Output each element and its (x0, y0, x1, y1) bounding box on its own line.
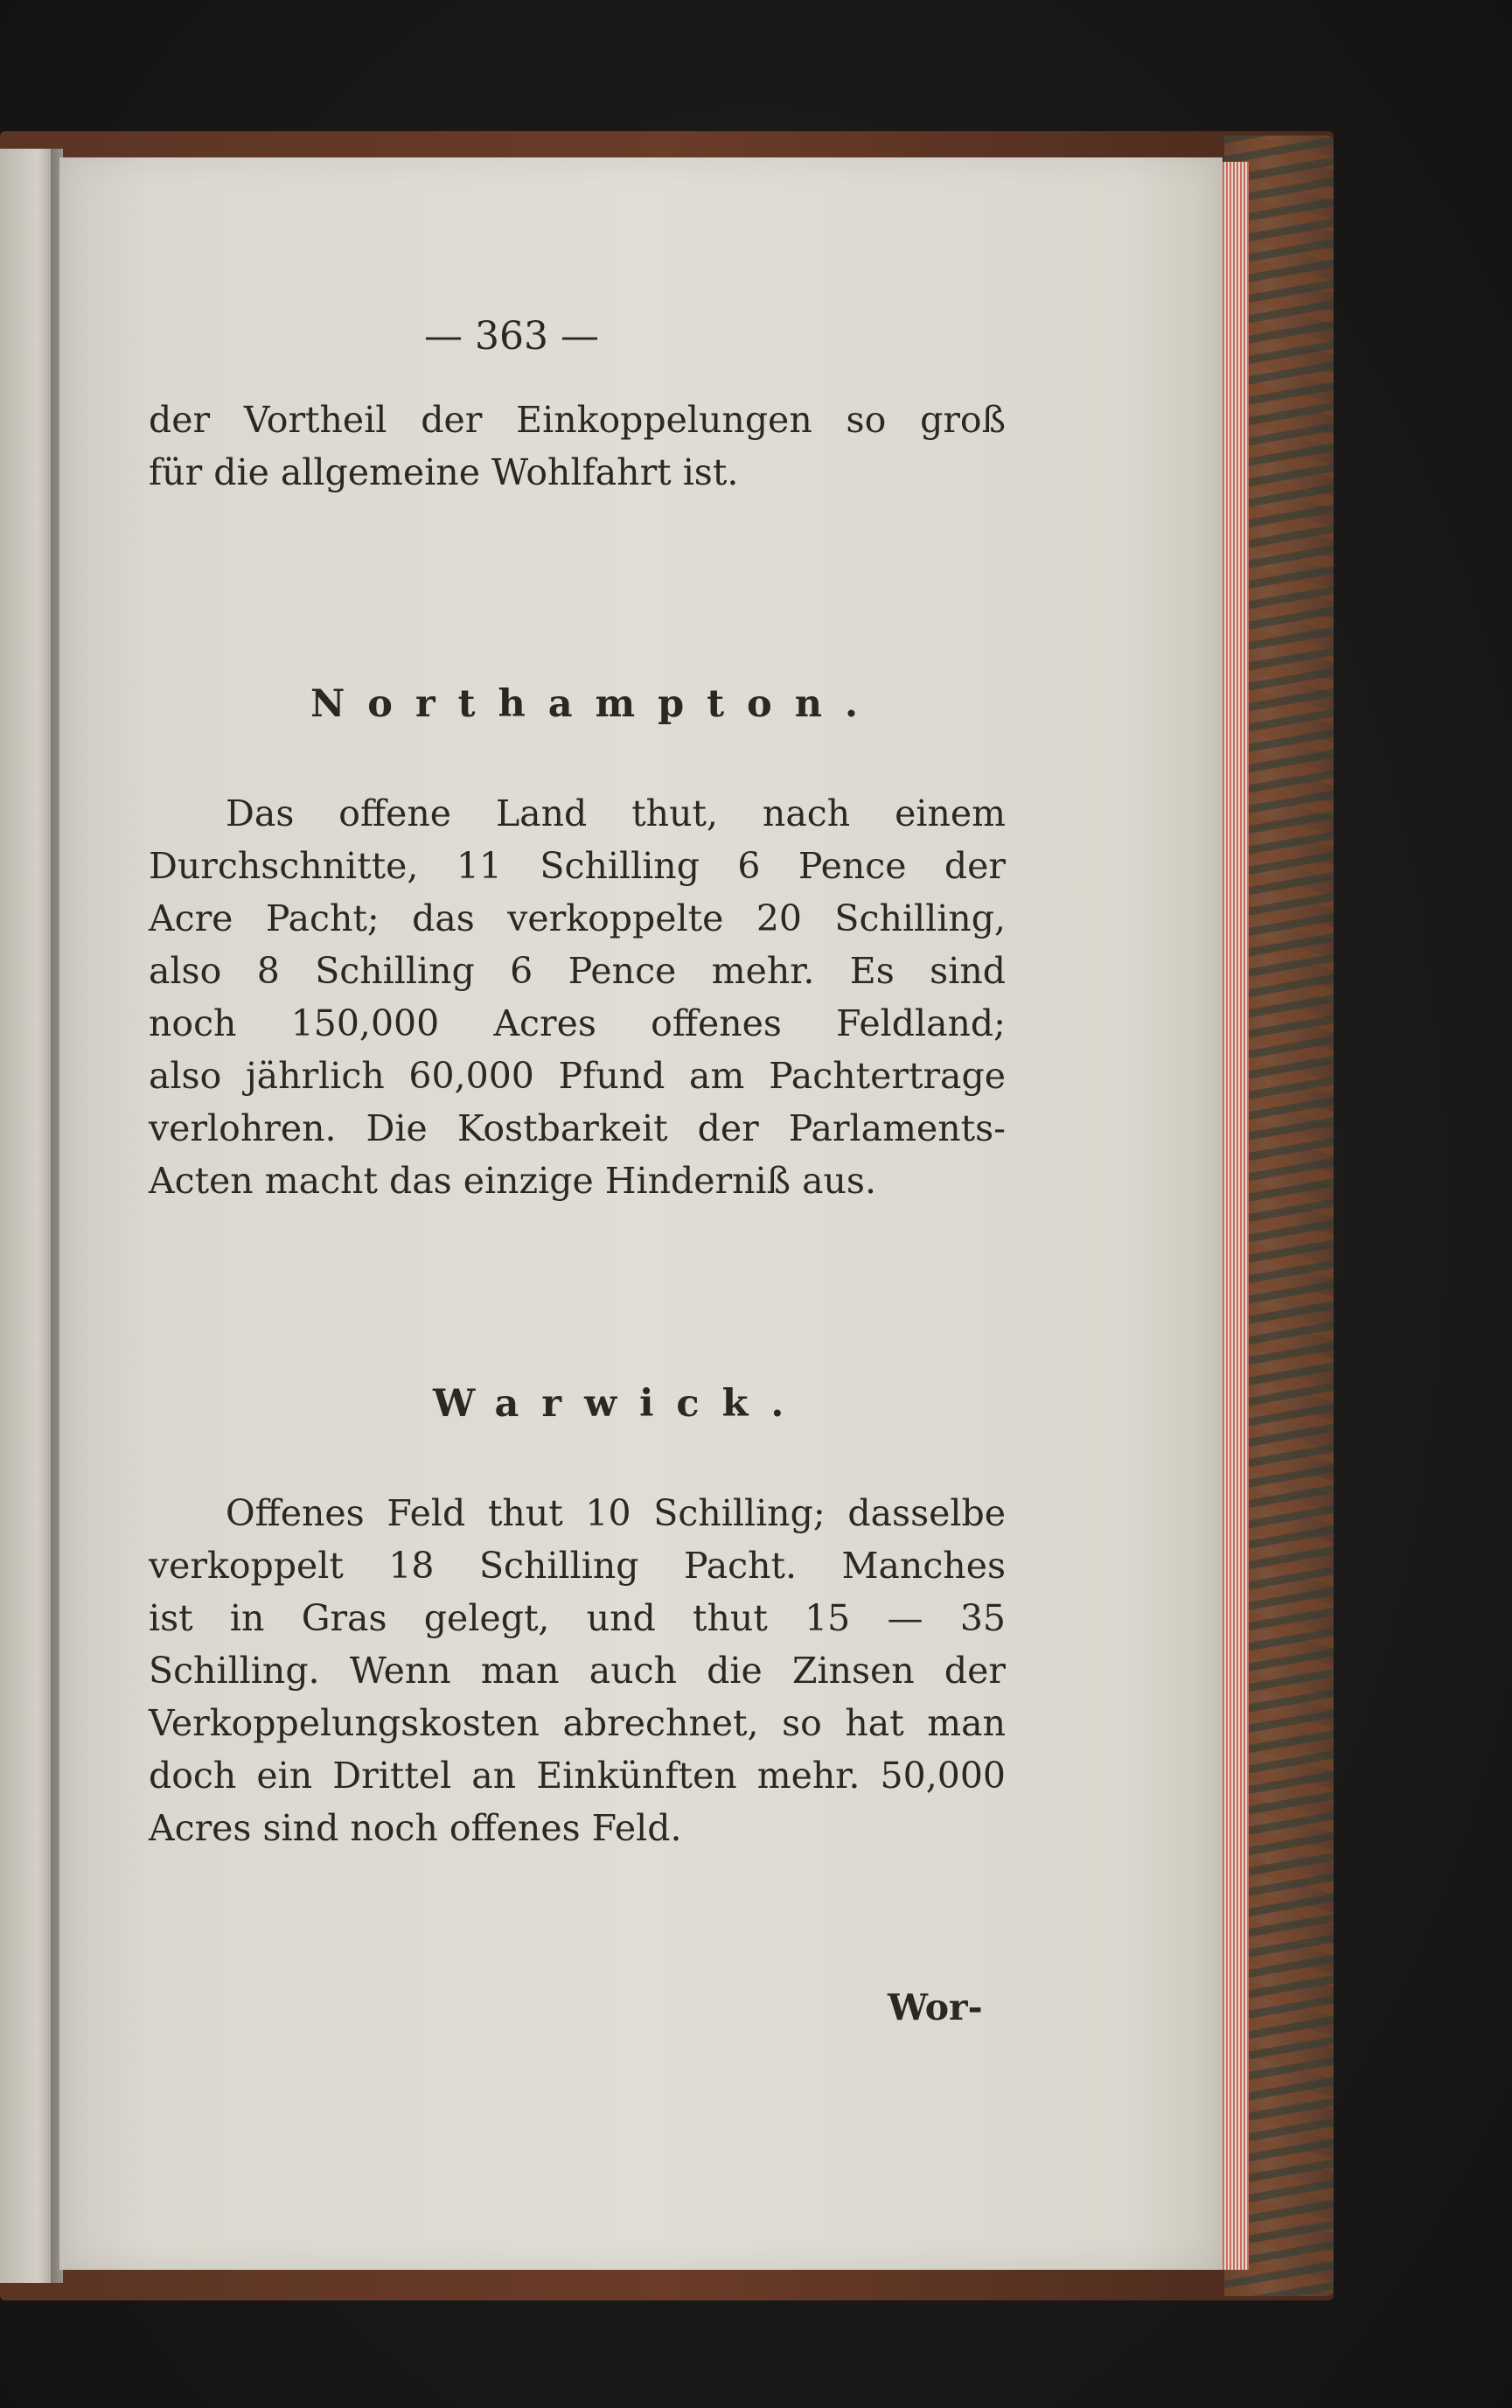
page-edge (1223, 162, 1249, 2270)
text-line: Acten macht das einzige Hinderniß aus. (149, 1160, 876, 1202)
top-text-block (149, 394, 1006, 499)
text-line: also jährlich 60,000 Pfund am Pachtertrage (149, 1055, 1006, 1097)
text-line: Verkoppelungskosten abrechnet, so hat man (149, 1702, 1006, 1744)
section-heading-warwick: Warwick. (433, 1382, 807, 1426)
facing-page-edge (0, 149, 54, 2283)
page-number: — 363 — (424, 314, 599, 359)
text-line: also 8 Schilling 6 Pence mehr. Es sind (149, 950, 1006, 992)
text-line: Schilling. Wenn man auch die Zinsen der (149, 1650, 1006, 1692)
text-line: verkoppelt 18 Schilling Pacht. Manches (149, 1545, 1006, 1587)
text-line: ist in Gras gelegt, und thut 15 — 35 (149, 1597, 1006, 1639)
text-line: doch ein Drittel an Einkünften mehr. 50,000 (149, 1755, 1006, 1797)
text-line: der Vortheil der Einkoppelungen so groß (149, 399, 1006, 441)
text-line: Acre Pacht; das verkoppelte 20 Schilling, (149, 897, 1006, 939)
section-body-warwick (149, 1487, 1006, 1854)
text-line: noch 150,000 Acres offenes Feldland; (149, 1002, 1006, 1044)
text-line: Das offene Land thut, nach einem (226, 792, 1006, 834)
catchword: Wor- (888, 1986, 983, 2028)
text-line: Durchschnitte, 11 Schilling 6 Pence der (149, 845, 1006, 887)
text-line: für die allgemeine Wohlfahrt ist. (149, 451, 739, 493)
section-heading-northampton: Northampton. (310, 682, 881, 726)
text-line: Acres sind noch offenes Feld. (149, 1807, 682, 1849)
text-line: Offenes Feld thut 10 Schilling; dasselbe (226, 1492, 1006, 1534)
section-body-northampton (149, 787, 1006, 1207)
text-line: verlohren. Die Kostbarkeit der Parlaments- (149, 1107, 1006, 1149)
